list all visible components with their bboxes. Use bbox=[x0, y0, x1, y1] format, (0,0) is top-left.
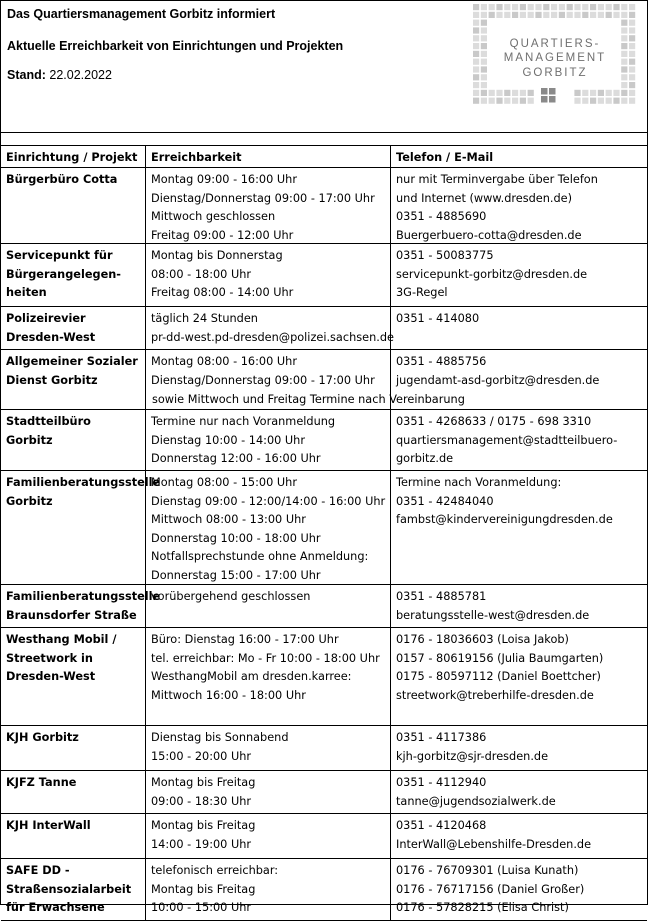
contact-line: 0351 - 4117386 bbox=[396, 731, 487, 744]
logo-square bbox=[621, 82, 627, 88]
availability-cell bbox=[146, 471, 391, 584]
logo-square bbox=[528, 98, 534, 104]
table-row bbox=[1, 350, 647, 410]
availability-line: Montag 08:00 - 15:00 Uhr bbox=[151, 476, 297, 489]
contact-cell bbox=[391, 471, 647, 584]
facility-name-cell bbox=[1, 628, 146, 725]
availability-line: Montag bis Freitag bbox=[151, 882, 256, 896]
logo-square bbox=[473, 35, 479, 41]
logo-square bbox=[496, 98, 502, 104]
logo-line-2: MANAGEMENT bbox=[503, 52, 607, 64]
contact-line: 3G-Regel bbox=[396, 286, 448, 300]
availability-line: Dienstag 09:00 - 12:00/14:00 - 16:00 Uhr bbox=[151, 494, 386, 508]
availability-line: Montag bis Freitag bbox=[151, 819, 256, 832]
logo-square bbox=[629, 51, 635, 57]
logo-square bbox=[481, 27, 487, 33]
logo-square bbox=[504, 90, 510, 96]
contact-line: 0351 - 4120468 bbox=[396, 819, 487, 832]
availability-line: Mittwoch 08:00 - 13:00 Uhr bbox=[151, 513, 306, 527]
contact-line: gorbitz.de bbox=[396, 452, 454, 466]
contact-line: quartiersmanagement@stadtteilbuero- bbox=[396, 433, 618, 447]
facility-name-line: Familienberatungsstelle bbox=[6, 476, 161, 489]
logo-square bbox=[590, 12, 596, 18]
facility-name-line: heiten bbox=[6, 286, 47, 300]
logo-accent-square bbox=[549, 96, 556, 103]
date-label: Stand: bbox=[7, 68, 46, 82]
logo-square bbox=[629, 59, 635, 65]
contact-cell bbox=[391, 168, 647, 243]
logo-square bbox=[512, 98, 518, 104]
logo-square bbox=[621, 59, 627, 65]
facility-name-line: Familienberatungsstelle bbox=[6, 590, 161, 603]
contact-cell bbox=[391, 726, 647, 770]
appointment-note: sowie Mittwoch und Freitag Termine nach Vereinbarung bbox=[152, 393, 465, 406]
availability-line: Donnerstag 15:00 - 17:00 Uhr bbox=[151, 568, 321, 582]
logo-square bbox=[473, 82, 479, 88]
table-row bbox=[1, 726, 647, 771]
logo-square bbox=[489, 12, 495, 18]
availability-line: Montag bis Donnerstag bbox=[151, 249, 283, 262]
contact-cell bbox=[391, 859, 647, 920]
availability-line: Montag bis Freitag bbox=[151, 776, 256, 789]
logo-square bbox=[582, 98, 588, 104]
availability-line: telefonisch erreichbar: bbox=[151, 864, 279, 877]
logo-line-3: GORBITZ bbox=[522, 67, 588, 79]
logo-square bbox=[559, 4, 565, 10]
logo-square bbox=[629, 20, 635, 26]
facility-name-line: Westhang Mobil / bbox=[6, 633, 117, 646]
contact-line: beratungsstelle-west@dresden.de bbox=[396, 608, 590, 622]
contact-line: 0351 - 42484040 bbox=[396, 494, 494, 508]
contact-line: 0351 - 50083775 bbox=[396, 249, 494, 262]
contact-line: 0157 - 80619156 (Julia Baumgarten) bbox=[396, 651, 604, 665]
logo-square bbox=[481, 82, 487, 88]
logo-square bbox=[473, 12, 479, 18]
availability-cell bbox=[146, 814, 391, 858]
facility-name-line: SAFE DD - bbox=[6, 864, 70, 877]
contact-line: Termine nach Voranmeldung: bbox=[396, 476, 562, 489]
column-header-facility: Einrichtung / Projekt bbox=[1, 146, 146, 167]
logo-square bbox=[481, 43, 487, 49]
logo-square bbox=[629, 4, 635, 10]
availability-cell bbox=[146, 726, 391, 770]
facility-name-line: Servicepunkt für bbox=[6, 249, 113, 262]
facility-name-line: für Erwachsene bbox=[6, 901, 105, 915]
logo-accent-square bbox=[541, 96, 548, 103]
logo-square bbox=[520, 12, 526, 18]
logo-square bbox=[512, 4, 518, 10]
logo-square bbox=[489, 98, 495, 104]
facility-name-cell bbox=[1, 585, 161, 627]
availability-line: vorübergehend geschlossen bbox=[151, 590, 311, 603]
contact-cell bbox=[391, 585, 647, 627]
logo-square bbox=[481, 20, 487, 26]
logo-square bbox=[489, 90, 495, 96]
facility-name-line: KJH InterWall bbox=[6, 819, 91, 832]
logo-square bbox=[598, 4, 604, 10]
contact-line: jugendamt-asd-gorbitz@dresden.de bbox=[396, 373, 600, 387]
logo-square bbox=[473, 4, 479, 10]
facility-name-line: Bürgerangelegen- bbox=[6, 267, 121, 281]
logo-square bbox=[629, 82, 635, 88]
facility-name-line: Dresden-West bbox=[6, 670, 96, 684]
contact-line: streetwork@treberhilfe-dresden.de bbox=[396, 688, 594, 702]
logo-square bbox=[473, 43, 479, 49]
logo-square bbox=[621, 66, 627, 72]
contact-line: InterWall@Lebenshilfe-Dresden.de bbox=[396, 837, 592, 851]
logo-square bbox=[621, 98, 627, 104]
facility-name-cell bbox=[1, 307, 146, 349]
logo-square bbox=[629, 27, 635, 33]
availability-cell bbox=[146, 410, 391, 470]
contact-line: 0351 - 4112940 bbox=[396, 776, 487, 789]
logo-square bbox=[551, 12, 557, 18]
availability-line: 08:00 - 18:00 Uhr bbox=[151, 267, 252, 281]
facility-name-line: Stadtteilbüro bbox=[6, 415, 91, 428]
table-row bbox=[1, 814, 647, 859]
logo-square bbox=[621, 43, 627, 49]
logo-square bbox=[574, 12, 580, 18]
contact-line: 0351 - 4268633 / 0175 - 698 3310 bbox=[396, 415, 592, 428]
logo-square bbox=[606, 12, 612, 18]
contact-cell bbox=[391, 814, 647, 858]
facility-name-cell bbox=[1, 471, 161, 584]
logo-square bbox=[621, 12, 627, 18]
facility-name-cell bbox=[1, 814, 146, 858]
logo-square bbox=[567, 4, 573, 10]
table-body bbox=[1, 168, 647, 921]
logo-square bbox=[489, 4, 495, 10]
logo-square bbox=[504, 12, 510, 18]
logo-square bbox=[512, 12, 518, 18]
logo-square bbox=[496, 90, 502, 96]
availability-line: Mittwoch geschlossen bbox=[151, 210, 276, 224]
quartiersmanagement-logo bbox=[471, 4, 639, 106]
availability-cell bbox=[146, 585, 391, 627]
logo-square bbox=[528, 90, 534, 96]
logo-square bbox=[535, 12, 541, 18]
availability-line: Dienstag/Donnerstag 09:00 - 17:00 Uhr bbox=[151, 191, 375, 205]
availability-cell bbox=[146, 859, 391, 920]
logo-square bbox=[598, 90, 604, 96]
logo-square bbox=[473, 98, 479, 104]
logo-square bbox=[520, 98, 526, 104]
availability-line: Termine nur nach Voranmeldung bbox=[151, 415, 336, 428]
availability-line: Dienstag/Donnerstag 09:00 - 17:00 Uhr bbox=[151, 373, 375, 387]
facility-name-line: KJFZ Tanne bbox=[6, 776, 77, 789]
availability-line: 14:00 - 19:00 Uhr bbox=[151, 837, 252, 851]
contact-cell bbox=[391, 628, 647, 725]
logo-square bbox=[582, 4, 588, 10]
logo-square bbox=[481, 74, 487, 80]
logo-square bbox=[613, 12, 619, 18]
date-value: 22.02.2022 bbox=[49, 68, 112, 82]
logo-square bbox=[621, 74, 627, 80]
availability-line: Freitag 08:00 - 14:00 Uhr bbox=[151, 286, 294, 300]
facility-name-cell bbox=[1, 350, 146, 409]
availability-cell bbox=[146, 628, 391, 725]
logo-square bbox=[543, 4, 549, 10]
facility-name-line: Straßensozialarbeit bbox=[6, 882, 132, 896]
availability-cell bbox=[146, 307, 394, 349]
logo-square bbox=[629, 12, 635, 18]
logo-square bbox=[481, 12, 487, 18]
availability-line: Büro: Dienstag 16:00 - 17:00 Uhr bbox=[151, 633, 339, 646]
logo-square bbox=[481, 90, 487, 96]
column-header-contact: Telefon / E-Mail bbox=[396, 151, 494, 164]
logo-square bbox=[473, 74, 479, 80]
contact-line: servicepunkt-gorbitz@dresden.de bbox=[396, 267, 588, 281]
contact-line: fambst@kindervereinigungdresden.de bbox=[396, 513, 613, 527]
facility-name-cell bbox=[1, 726, 146, 770]
table-row bbox=[1, 628, 647, 726]
table-row bbox=[1, 771, 647, 814]
logo-square bbox=[574, 90, 580, 96]
logo-square bbox=[481, 35, 487, 41]
logo-square bbox=[629, 98, 635, 104]
logo-square bbox=[473, 51, 479, 57]
logo-square bbox=[473, 59, 479, 65]
facility-name-cell bbox=[1, 410, 146, 470]
contact-line: 0351 - 4885781 bbox=[396, 590, 487, 603]
facility-name-line: KJH Gorbitz bbox=[6, 731, 79, 744]
logo-square bbox=[606, 98, 612, 104]
facility-name-line: Allgemeiner Sozialer bbox=[6, 355, 138, 368]
logo-square bbox=[504, 4, 510, 10]
logo-square bbox=[621, 20, 627, 26]
availability-line: Montag 08:00 - 16:00 Uhr bbox=[151, 355, 297, 368]
contact-line: 0351 - 4885756 bbox=[396, 355, 487, 368]
logo-square bbox=[520, 4, 526, 10]
contact-line: nur mit Terminvergabe über Telefon bbox=[396, 173, 598, 186]
availability-line: WesthangMobil am dresden.karree: bbox=[151, 670, 352, 684]
contact-cell bbox=[391, 410, 647, 470]
logo-square bbox=[621, 35, 627, 41]
logo-square bbox=[520, 90, 526, 96]
availability-line: Montag 09:00 - 16:00 Uhr bbox=[151, 173, 297, 186]
facility-name-line: Streetwork in bbox=[6, 651, 93, 665]
facility-name-cell bbox=[1, 244, 146, 306]
logo-square bbox=[512, 90, 518, 96]
logo-square bbox=[629, 35, 635, 41]
availability-line: Mittwoch 16:00 - 18:00 Uhr bbox=[151, 688, 306, 702]
facility-name-line: Dienst Gorbitz bbox=[6, 373, 98, 387]
logo-square bbox=[528, 12, 534, 18]
logo-square bbox=[621, 27, 627, 33]
availability-line: Donnerstag 10:00 - 18:00 Uhr bbox=[151, 531, 321, 545]
table-row bbox=[1, 585, 647, 628]
facility-name-line: Dresden-West bbox=[6, 330, 96, 344]
facility-name-line: Gorbitz bbox=[6, 494, 53, 508]
logo-square bbox=[567, 12, 573, 18]
date-line bbox=[7, 68, 112, 82]
document-header bbox=[1, 1, 647, 133]
facility-name-cell bbox=[1, 771, 146, 813]
logo-square bbox=[574, 98, 580, 104]
logo-square bbox=[496, 4, 502, 10]
logo-square bbox=[481, 4, 487, 10]
contact-line: 0351 - 4885690 bbox=[396, 210, 487, 224]
logo-square bbox=[598, 12, 604, 18]
logo-square bbox=[606, 90, 612, 96]
page-title: Das Quartiersmanagement Gorbitz informiert bbox=[7, 7, 276, 21]
table-row bbox=[1, 168, 647, 244]
contact-line: 0176 - 76709301 (Luisa Kunath) bbox=[396, 864, 579, 877]
availability-line: täglich 24 Stunden bbox=[151, 312, 258, 325]
contact-cell bbox=[391, 244, 647, 306]
page-subtitle: Aktuelle Erreichbarkeit von Einrichtungen und Projekten bbox=[7, 39, 344, 53]
availability-line: tel. erreichbar: Mo - Fr 10:00 - 18:00 Uhr bbox=[151, 651, 380, 665]
logo-square bbox=[606, 4, 612, 10]
logo-square bbox=[473, 27, 479, 33]
contact-cell bbox=[391, 307, 647, 349]
logo-square bbox=[629, 74, 635, 80]
logo-line-1: QUARTIERS- bbox=[509, 38, 601, 50]
table-row bbox=[1, 244, 647, 307]
contact-line: 0176 - 76717156 (Daniel Großer) bbox=[396, 882, 585, 896]
logo-square bbox=[481, 59, 487, 65]
contact-line: 0176 - 57828215 (Elisa Christ) bbox=[396, 901, 569, 915]
availability-line: 15:00 - 20:00 Uhr bbox=[151, 749, 252, 763]
facility-name-line: Braunsdorfer Straße bbox=[6, 608, 137, 622]
availability-line: 09:00 - 18:30 Uhr bbox=[151, 794, 252, 808]
logo-square bbox=[473, 90, 479, 96]
logo-square bbox=[528, 4, 534, 10]
contact-line: und Internet (www.dresden.de) bbox=[396, 191, 573, 205]
contact-line: Buergerbuero-cotta@dresden.de bbox=[396, 228, 582, 242]
availability-cell bbox=[146, 771, 391, 813]
availability-cell bbox=[146, 244, 391, 306]
logo-square bbox=[629, 43, 635, 49]
logo-square bbox=[574, 4, 580, 10]
table-row bbox=[1, 859, 647, 921]
contact-line: 0176 - 18036603 (Loisa Jakob) bbox=[396, 633, 569, 646]
table-row bbox=[1, 471, 647, 585]
availability-line: Dienstag 10:00 - 14:00 Uhr bbox=[151, 433, 305, 447]
logo-square bbox=[629, 90, 635, 96]
facility-name-line: Gorbitz bbox=[6, 433, 53, 447]
contact-cell bbox=[391, 771, 647, 813]
availability-line: Dienstag bis Sonnabend bbox=[151, 731, 289, 744]
availability-line: Notfallsprechstunde ohne Anmeldung: bbox=[151, 550, 369, 564]
logo-square bbox=[496, 12, 502, 18]
logo-square bbox=[481, 66, 487, 72]
logo-square bbox=[613, 90, 619, 96]
facility-name-line: Bürgerbüro Cotta bbox=[6, 173, 118, 186]
logo-square bbox=[590, 98, 596, 104]
logo-square bbox=[473, 66, 479, 72]
logo-square bbox=[535, 4, 541, 10]
logo-square bbox=[582, 12, 588, 18]
logo-square bbox=[551, 4, 557, 10]
logo-square bbox=[559, 12, 565, 18]
logo-square bbox=[590, 4, 596, 10]
contact-line: 0175 - 80597112 (Daniel Boettcher) bbox=[396, 670, 601, 684]
table-row bbox=[1, 410, 647, 471]
logo-square bbox=[473, 20, 479, 26]
facility-name-line: Polizeirevier bbox=[6, 312, 86, 325]
facility-name-cell bbox=[1, 168, 146, 243]
availability-line: 10:00 - 15:00 Uhr bbox=[151, 901, 252, 915]
logo-accent-square bbox=[541, 88, 548, 95]
logo-square bbox=[629, 66, 635, 72]
logo-square bbox=[613, 98, 619, 104]
table-row bbox=[1, 307, 647, 350]
column-header-availability: Erreichbarkeit bbox=[146, 146, 391, 167]
facilities-table bbox=[1, 145, 647, 921]
availability-line: pr-dd-west.pd-dresden@polizei.sachsen.de bbox=[151, 330, 394, 344]
logo-square bbox=[621, 4, 627, 10]
table-header-row bbox=[1, 146, 647, 168]
contact-line: 0351 - 414080 bbox=[396, 312, 480, 325]
availability-cell bbox=[146, 168, 391, 243]
contact-line: tanne@jugendsozialwerk.de bbox=[396, 794, 556, 808]
logo-square bbox=[621, 51, 627, 57]
logo-square bbox=[504, 98, 510, 104]
availability-line: Donnerstag 12:00 - 16:00 Uhr bbox=[151, 452, 321, 466]
logo-square bbox=[590, 90, 596, 96]
logo-square bbox=[621, 90, 627, 96]
contact-line: kjh-gorbitz@sjr-dresden.de bbox=[396, 749, 549, 763]
logo-square bbox=[481, 51, 487, 57]
logo-square bbox=[481, 98, 487, 104]
facility-name-cell bbox=[1, 859, 146, 920]
logo-square bbox=[543, 12, 549, 18]
logo-square bbox=[582, 90, 588, 96]
logo-square bbox=[613, 4, 619, 10]
logo-accent-square bbox=[549, 88, 556, 95]
logo-square bbox=[598, 98, 604, 104]
availability-line: Freitag 09:00 - 12:00 Uhr bbox=[151, 228, 294, 242]
